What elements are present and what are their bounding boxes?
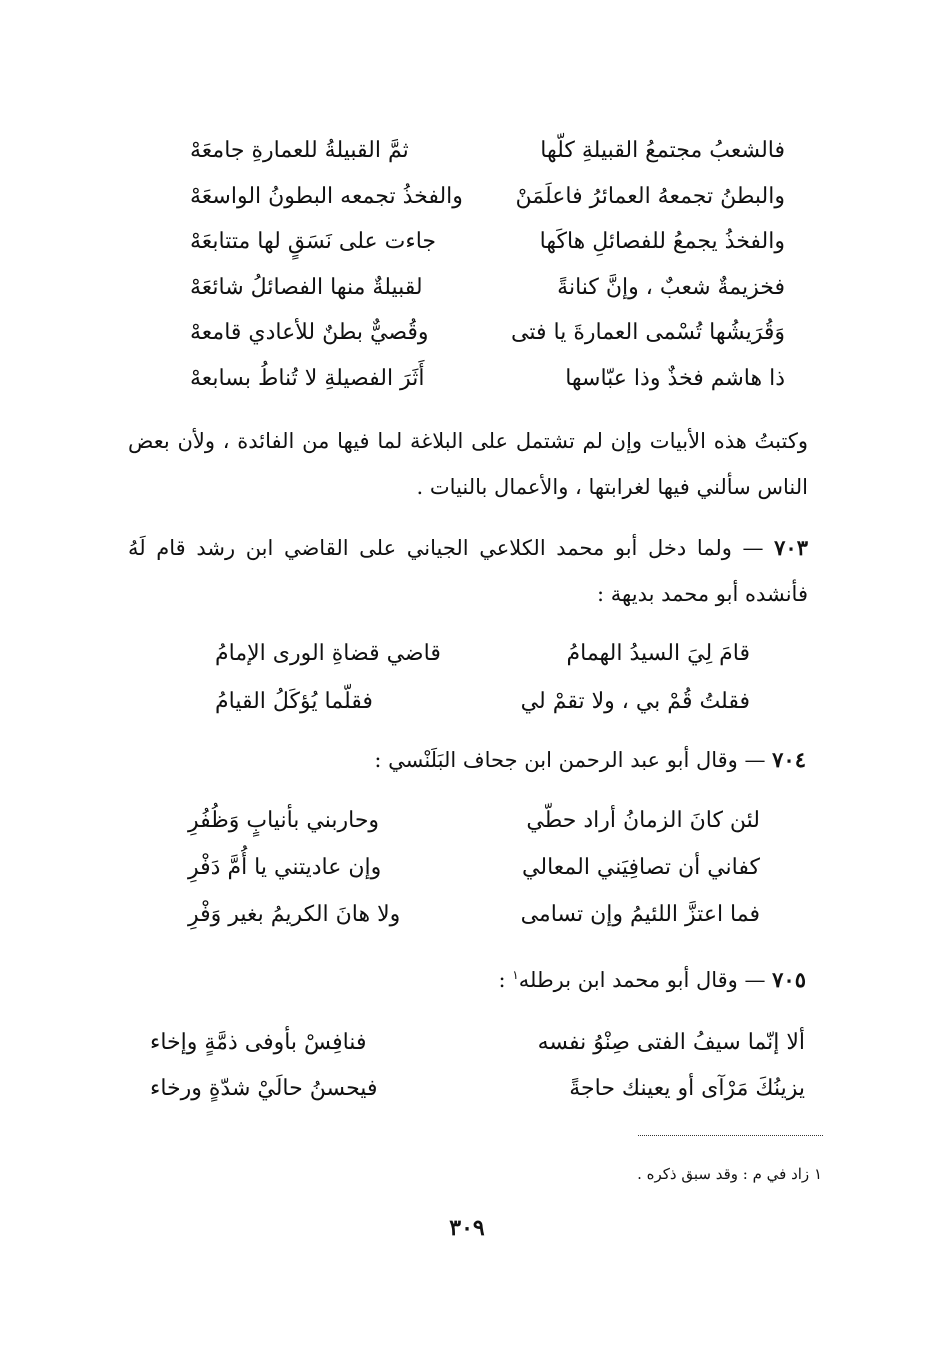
entry-number: ٧٠٤ xyxy=(772,747,806,772)
footnote: ١ زاد في م : وقد سبق ذكره . xyxy=(637,1165,822,1183)
verse-second-hemistich: وقُصيٌّ بطنٌ للأعادي قامعهْ xyxy=(190,320,429,345)
verse-line xyxy=(190,219,785,265)
verse-line xyxy=(150,1020,805,1066)
poem-703 xyxy=(215,630,750,726)
entry-text: — ولما دخل أبو محمد الكلاعي الجياني على القاضي ابن رشد قام لَهُ فأنشده أبو محمد بديهة : xyxy=(128,536,808,606)
entry-text: — وقال أبو عبد الرحمن ابن جحاف البَلَنْسي : xyxy=(374,748,766,772)
verse-line xyxy=(215,678,750,726)
poem-704 xyxy=(188,797,760,938)
verse-second-hemistich: وحاربني بأنيابٍ وَظُفُرِ xyxy=(188,808,380,833)
poem-genealogy xyxy=(190,128,785,401)
entry-703 xyxy=(128,525,808,617)
verse-second-hemistich: والفخذُ تجمعه البطونُ الواسعَهْ xyxy=(190,183,463,209)
verse-second-hemistich: وإن عاديتني يا أُمَّ دَفْرِ xyxy=(188,855,382,880)
verse-first-hemistich: يزينُكَ مَرْآى أو يعينك حاجةً xyxy=(569,1076,805,1101)
poem-705 xyxy=(150,1020,805,1112)
verse-line xyxy=(215,630,750,678)
page-number: ٣٠٩ xyxy=(449,1215,485,1241)
verse-first-hemistich: فالشعبُ مجتمعُ القبيلةِ كلّها xyxy=(540,138,785,163)
entry-number: ٧٠٥ xyxy=(772,967,806,992)
verse-second-hemistich: فنافِسْ بأوفى ذمَّةٍ وإخاء xyxy=(150,1030,367,1055)
verse-line xyxy=(190,356,785,402)
verse-first-hemistich: والفخذُ يجمعُ للفصائلِ هاكَها xyxy=(539,229,785,254)
verse-first-hemistich: لئن كانَ الزمانُ أراد حطّي xyxy=(526,808,760,833)
verse-first-hemistich: قامَ لِيَ السيدُ الهمامُ xyxy=(566,641,750,666)
entry-705 xyxy=(499,955,806,1000)
verse-line xyxy=(188,891,760,938)
verse-first-hemistich: ذا هاشم فخذٌ وذا عبّاسها xyxy=(565,365,785,391)
verse-line xyxy=(188,844,760,891)
footnote-marker: ١ xyxy=(512,968,519,982)
verse-second-hemistich: ثمَّ القبيلةُ للعمارةِ جامعَهْ xyxy=(190,138,409,163)
verse-second-hemistich: لقبيلةٌ منها الفصائلُ شائعَهْ xyxy=(190,274,423,300)
verse-first-hemistich: فما اعتزَّ اللئيمُ وإن تسامى xyxy=(520,902,760,927)
entry-number: ٧٠٣ xyxy=(774,535,808,560)
entry-colon: : xyxy=(498,968,513,992)
entry-704 xyxy=(374,740,806,780)
commentary-paragraph: وكتبتُ هذه الأبيات وإن لم تشتمل على البلاغة لما فيها من الفائدة ، ولأن بعض الناس سألني فيها لغرابتها ، والأعمال بالنيات . xyxy=(128,429,808,499)
verse-first-hemistich: فخزيمةٌ شعبٌ ، وإنَّ كنانةً xyxy=(557,274,785,300)
verse-line xyxy=(150,1066,805,1112)
footnote-separator xyxy=(638,1135,823,1136)
verse-first-hemistich: وَقُرَيشُها تُسْمى العمارةَ يا فتى xyxy=(511,320,785,345)
verse-second-hemistich: قاضي قضاةِ الورى الإمامُ xyxy=(215,641,441,666)
verse-first-hemistich: ألا إنّما سيفُ الفتى صِنْوُ نفسه xyxy=(537,1030,805,1055)
verse-line xyxy=(190,265,785,311)
verse-second-hemistich: أَثَرَ الفصيلةِ لا تُناطُ بسابعهْ xyxy=(190,365,425,391)
verse-second-hemistich: فقلّما يُؤكَلُ القيامُ xyxy=(215,689,373,714)
entry-text: — وقال أبو محمد ابن برطله xyxy=(518,968,766,992)
verse-first-hemistich: كفاني أن تصافِيَني المعالي xyxy=(522,855,760,880)
verse-line xyxy=(190,310,785,356)
verse-second-hemistich: ولا هانَ الكريمُ بغير وَفْرِ xyxy=(188,902,401,927)
verse-line xyxy=(188,797,760,844)
verse-second-hemistich: فيحسنُ حالَيْ شدّةٍ ورخاء xyxy=(150,1076,378,1101)
verse-first-hemistich: فقلتُ قُمْ بي ، ولا تقمْ لي xyxy=(520,689,750,714)
verse-line xyxy=(190,174,785,220)
verse-second-hemistich: جاءت على نَسَقٍ لها متتابعَهْ xyxy=(190,229,437,254)
verse-line xyxy=(190,128,785,174)
verse-first-hemistich: والبطنُ تجمعهُ العمائرُ فاعلَمَنْ xyxy=(515,183,785,209)
